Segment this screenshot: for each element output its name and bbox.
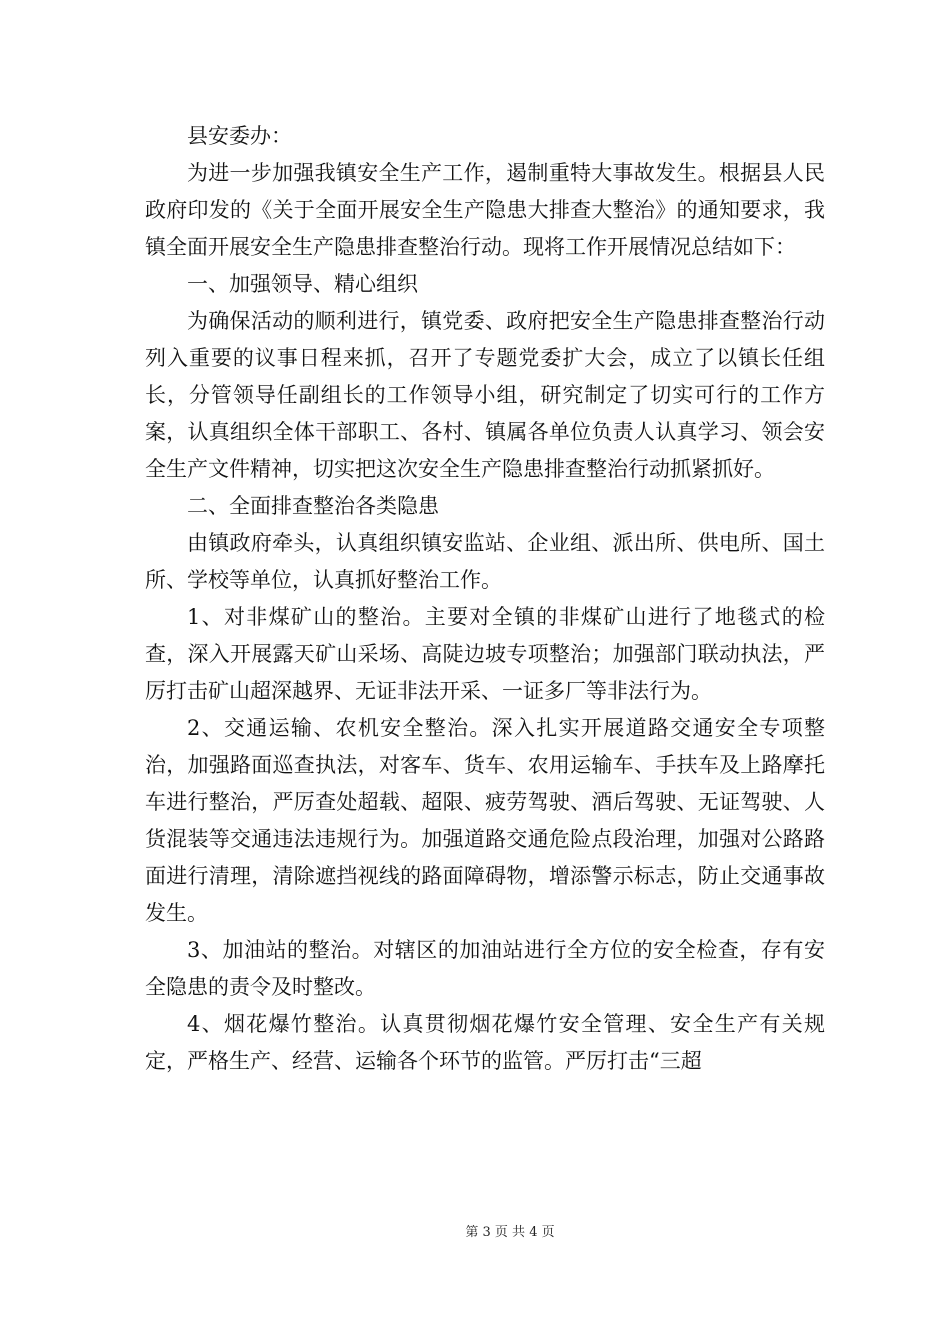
paragraph-intro: 为进一步加强我镇安全生产工作，遏制重特大事故发生。根据县人民政府印发的《关于全面开展安全生产隐患大排查大整治》的通知要求，我镇全面开展安全生产隐患排查整治行动。现将工作开展情况总结如下： [145, 161, 825, 259]
paragraph-item-2: 2、交通运输、农机安全整治。深入扎实开展道路交通安全专项整治，加强路面巡查执法，对客车、货车、农用运输车、手扶车及上路摩托车进行整治，严厉查处超载、超限、疲劳驾驶、酒后驾驶、无证驾驶、人货混装等交通违法违规行为。加强道路交通危险点段治理，加强对公路路面进行清理，清除遮挡视线的路面障碍物，增添警示标志，防止交通事故发生。 [145, 716, 825, 925]
paragraph-item-4: 4、烟花爆竹整治。认真贯彻烟花爆竹安全管理、安全生产有关规定，严格生产、经营、运输各个环节的监管。严厉打击“三超 [145, 1012, 825, 1073]
document-body [145, 118, 825, 1080]
paragraph-item-3: 3、加油站的整治。对辖区的加油站进行全方位的安全检查，存有安全隐患的责令及时整改。 [145, 938, 825, 999]
section-heading-1: 一、加强领导、精心组织 [187, 272, 418, 296]
addressee: 县安委办： [187, 124, 292, 148]
paragraph-item-1: 1、对非煤矿山的整治。主要对全镇的非煤矿山进行了地毯式的检查，深入开展露天矿山采场、高陡边坡专项整治；加强部门联动执法，严厉打击矿山超深越界、无证非法开采、一证多厂等非法行为。 [145, 605, 825, 703]
page-number-footer: 第 3 页 共 4 页 [465, 1225, 555, 1240]
section-heading-2: 二、全面排查整治各类隐患 [187, 494, 439, 518]
paragraph: 为确保活动的顺利进行，镇党委、政府把安全生产隐患排查整治行动列入重要的议事日程来抓，召开了专题党委扩大会，成立了以镇长任组长，分管领导任副组长的工作领导小组，研究制定了切实可行的工作方案，认真组织全体干部职工、各村、镇属各单位负责人认真学习、领会安全生产文件精神，切实把这次安全生产隐患排查整治行动抓紧抓好。 [145, 309, 825, 481]
paragraph: 由镇政府牵头，认真组织镇安监站、企业组、派出所、供电所、国土所、学校等单位，认真抓好整治工作。 [145, 531, 825, 592]
